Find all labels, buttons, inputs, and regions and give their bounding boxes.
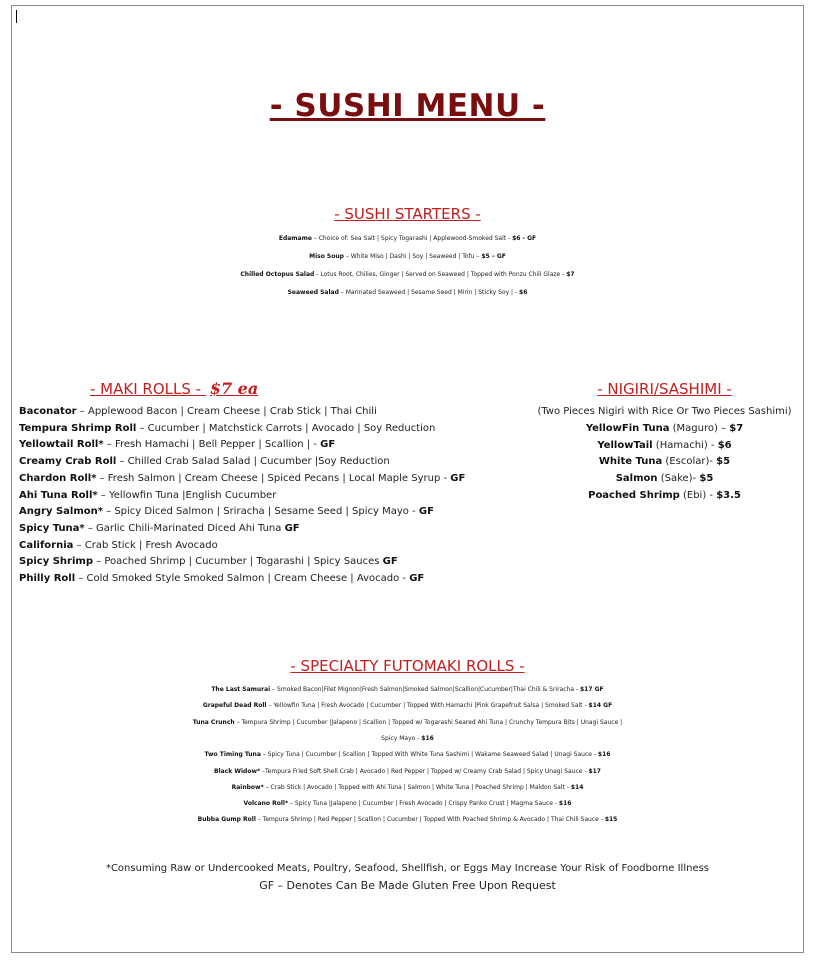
item-name: California xyxy=(19,539,74,551)
item-name: Tuna Crunch xyxy=(192,718,235,726)
menu-item xyxy=(19,521,300,538)
item-description: (Hamachi) - xyxy=(652,439,718,451)
item-name: Ahi Tuna Roll* xyxy=(19,489,98,501)
item-description: – Garlic Chili-Marinated Diced Ahi Tuna xyxy=(84,522,285,534)
menu-item xyxy=(19,437,335,454)
item-price: $17 xyxy=(588,767,601,775)
menu-item xyxy=(0,715,815,732)
menu-item xyxy=(0,249,815,266)
maki-heading-label: - MAKI ROLLS - xyxy=(90,380,206,398)
item-price: $14 GF xyxy=(588,702,613,710)
item-description: – Fresh Hamachi | Bell Pepper | Scallion | - xyxy=(103,439,321,451)
item-price: $7 xyxy=(729,423,744,434)
item-description: – Fresh Salmon | Cream Cheese | Spiced Pecans | Local Maple Syrup - xyxy=(96,472,451,484)
item-price: $16 xyxy=(597,751,611,759)
menu-item xyxy=(0,731,815,748)
maki-heading xyxy=(90,379,258,398)
item-name: Philly Roll xyxy=(19,573,76,584)
item-price: GF xyxy=(320,439,336,451)
item-description: – Choice of: Sea Salt | Spicy Togarashi | Applewood-Smoked Salt - xyxy=(311,235,513,242)
item-description: – Smoked Bacon|Filet Mignon|Fresh Salmon|Smoked Salmon|Scallion|Cucumber|Thai Chili & Sriracha - xyxy=(270,686,580,693)
item-name: Miso Soup xyxy=(309,253,344,260)
maki-heading-price: $7 ea xyxy=(209,379,259,398)
item-price: GF xyxy=(382,556,398,568)
item-description: – Spicy Tuna | Cucumber | Scallion | Topped With White Tuna Sashimi | Wakame Seaweed Salad | Unagi Sauce - xyxy=(260,751,598,759)
item-price: $6 xyxy=(519,289,528,296)
item-price: $16 xyxy=(421,734,434,742)
menu-item xyxy=(19,488,276,505)
item-description: (Sake)- xyxy=(657,473,700,485)
menu-item xyxy=(19,421,435,438)
menu-item xyxy=(19,571,424,588)
item-description: – Cold Smoked Style Smoked Salmon | Cream Cheese | Avocado - xyxy=(75,573,410,584)
item-description: – White Miso | Dashi | Soy | Seaweed | Tofu – xyxy=(343,253,482,260)
item-price: $5 xyxy=(716,456,731,468)
menu-item xyxy=(0,780,815,797)
item-name: Rainbow* xyxy=(231,783,264,791)
item-description: – Spicy Tuna |Jalapeno | Cucumber | Fresh Avocado | Crispy Panko Crust | Magma Sauce - xyxy=(288,800,559,808)
item-description: – Poached Shrimp | Cucumber | Togarashi | Spicy Sauces xyxy=(92,556,383,568)
starters-heading: - SUSHI STARTERS - xyxy=(334,205,481,223)
item-name: Poached Shrimp xyxy=(588,489,680,501)
item-name: Volcano Roll* xyxy=(243,800,289,808)
menu-item xyxy=(19,471,465,488)
item-price: $7 xyxy=(566,271,575,278)
item-price: GF xyxy=(284,522,300,534)
item-name: Edamame xyxy=(278,235,312,242)
item-description: (Escolar)- xyxy=(662,456,717,468)
item-name: YellowTail xyxy=(597,439,653,451)
menu-item xyxy=(0,285,815,302)
menu-item xyxy=(19,504,434,521)
item-name: Yellowtail Roll* xyxy=(19,439,104,451)
item-name: Angry Salmon* xyxy=(19,506,103,518)
item-description: –Tempura Fried Soft Shell Crab | Avocado | Red Pepper | Topped w/ Creamy Crab Salad | Spicy Unagi Sauce - xyxy=(260,767,589,775)
menu-item xyxy=(0,812,815,829)
menu-item xyxy=(527,421,802,438)
item-price: $17 GF xyxy=(580,686,604,693)
item-price: $14 xyxy=(570,783,584,791)
menu-item xyxy=(0,796,815,813)
item-price: $6 xyxy=(717,439,732,451)
item-description: - Lotus Root, Chilies, Ginger | Served on Seaweed | Topped with Ponzu Chili Glaze - xyxy=(314,271,567,278)
item-description: – Applewood Bacon | Cream Cheese | Crab Stick | Thai Chili xyxy=(76,406,377,417)
menu-item xyxy=(19,404,377,421)
menu-item xyxy=(0,698,815,715)
item-name: Spicy Tuna* xyxy=(19,522,85,534)
item-name: Chardon Roll* xyxy=(19,472,97,484)
menu-item xyxy=(527,471,802,488)
item-name: Black Widow* xyxy=(214,767,261,775)
item-price: $15 xyxy=(604,816,618,824)
item-price: $5 xyxy=(699,473,714,485)
item-name: YellowFin Tuna xyxy=(585,423,670,434)
menu-item xyxy=(0,267,815,284)
gluten-free-note: GF – Denotes Can Be Made Gluten Free Upon Request xyxy=(259,879,556,892)
menu-item xyxy=(19,554,398,571)
item-price: $6 - GF xyxy=(512,235,537,242)
menu-item xyxy=(0,747,815,764)
item-price: GF xyxy=(418,506,434,518)
menu-item xyxy=(19,538,218,555)
menu-item xyxy=(19,454,390,471)
nigiri-note: (Two Pieces Nigiri with Rice Or Two Pieces Sashimi) xyxy=(537,406,792,417)
item-price: $5 – GF xyxy=(481,253,506,260)
item-name: White Tuna xyxy=(598,456,663,468)
item-description: – Tempura Shrimp | Red Pepper | Scallion | Cucumber | Topped With Poached Shrimp & Avocado | Thai Chili Sauce - xyxy=(255,816,605,824)
menu-item xyxy=(0,764,815,781)
menu-item xyxy=(0,231,815,248)
item-name: The Last Samurai xyxy=(211,686,271,693)
item-description: – Crab Stick | Fresh Avocado xyxy=(73,539,218,551)
item-description: – Crab Stick | Avocado | Topped with Ahi Tuna | Salmon | White Tuna | Poached Shrimp | Maldon Salt - xyxy=(263,783,571,791)
item-price: GF xyxy=(450,472,466,484)
item-name: Grapeful Dead Roll xyxy=(202,702,267,710)
item-name: Chilled Octopus Salad xyxy=(240,271,315,278)
futomaki-heading: - SPECIALTY FUTOMAKI ROLLS - xyxy=(290,657,525,675)
item-name: Tempura Shrimp Roll xyxy=(19,422,137,434)
menu-item xyxy=(527,454,802,471)
item-description: (Maguro) – xyxy=(669,423,730,434)
item-price: $3.5 xyxy=(716,489,741,501)
item-name: Salmon xyxy=(615,473,658,485)
item-name: Spicy Shrimp xyxy=(19,556,93,568)
item-description: – Marinated Seaweed | Sesame Seed | Mirin | Sticky Soy | - xyxy=(338,289,520,296)
item-description: – Spicy Diced Salmon | Sriracha | Sesame Seed | Spicy Mayo - xyxy=(102,506,419,518)
menu-item xyxy=(527,438,802,455)
nigiri-heading: - NIGIRI/SASHIMI - xyxy=(597,380,732,398)
item-name: Seaweed Salad xyxy=(287,289,339,296)
text-cursor xyxy=(16,10,17,23)
item-description: – Chilled Crab Salad Salad | Cucumber |Soy Reduction xyxy=(116,456,390,468)
raw-food-warning: *Consuming Raw or Undercooked Meats, Poultry, Seafood, Shellfish, or Eggs May Increase Your Risk of Foodborne Illness xyxy=(105,863,710,874)
menu-item xyxy=(527,488,802,505)
item-price: GF xyxy=(409,573,425,584)
item-description: – Yellowfin Tuna |English Cucumber xyxy=(97,489,277,501)
menu-item xyxy=(0,682,815,699)
item-name: Bubba Gump Roll xyxy=(197,816,256,824)
item-description: – Tempura Shrimp | Cucumber |Jalapeno | Scallion | Topped w/ Togarashi Seared Ahi Tuna | Crunchy Tempura Bits | Unagi Sauce | xyxy=(234,718,623,726)
item-description: Spicy Mayo - xyxy=(381,734,422,742)
item-name: Baconator xyxy=(19,406,77,417)
item-description: – Yellowfin Tuna | Fresh Avocado | Cucumber | Topped With Hamachi |Pink Grapefruit Salsa | Smoked Salt - xyxy=(266,702,589,710)
item-description: – Cucumber | Matchstick Carrots | Avocado | Soy Reduction xyxy=(136,422,436,434)
item-name: Two Timing Tuna xyxy=(204,751,261,759)
item-name: Creamy Crab Roll xyxy=(19,456,117,468)
item-description: (Ebi) - xyxy=(679,489,717,501)
page-title: - SUSHI MENU - xyxy=(269,88,546,124)
item-price: $16 xyxy=(558,800,572,808)
